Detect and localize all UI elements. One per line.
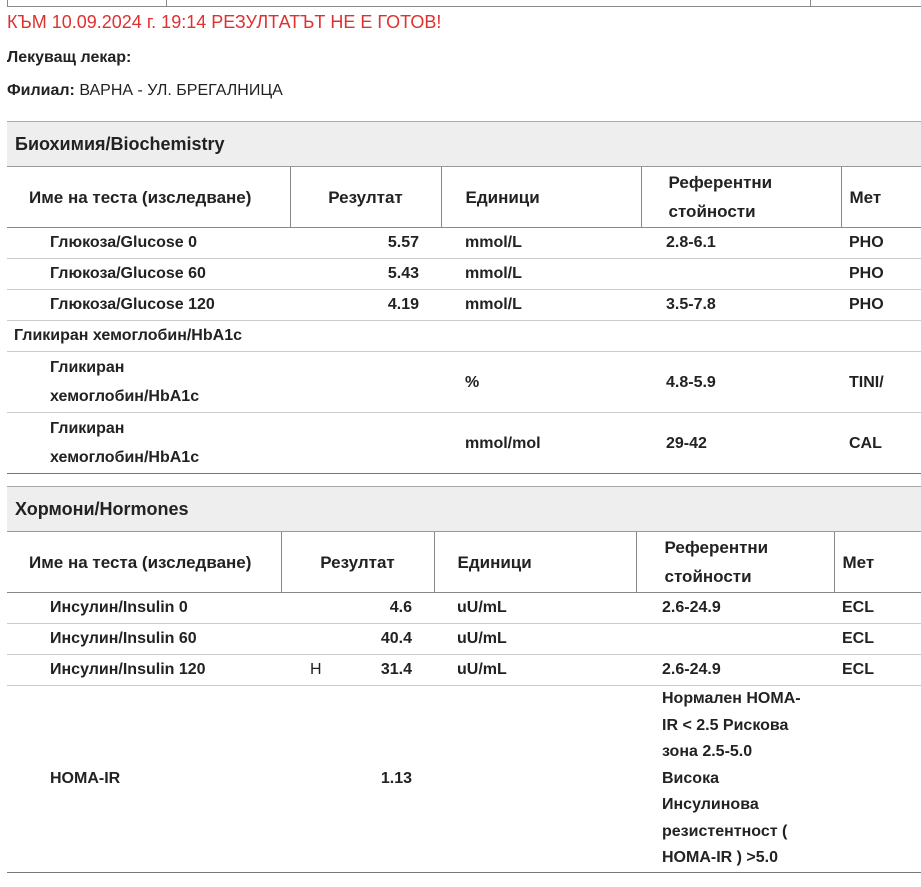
table-header-row <box>7 532 921 593</box>
test-reference: 29-42 <box>641 413 841 474</box>
test-method: PHO <box>841 228 921 259</box>
test-units: % <box>441 352 641 413</box>
table-row <box>7 655 921 686</box>
test-result <box>290 352 441 413</box>
test-reference: 2.6-24.9 <box>636 593 834 624</box>
attending-doctor-label: Лекуващ лекар: <box>7 49 132 66</box>
hormones-section <box>7 486 921 873</box>
test-method: PHO <box>841 290 921 321</box>
branch-label: Филиал: <box>7 82 75 99</box>
column-header-method: Мет <box>841 167 921 228</box>
section-title: Биохимия/Biochemistry <box>7 122 921 167</box>
biochemistry-table <box>7 167 921 474</box>
test-name: Глюкоза/Glucose 120 <box>7 290 290 321</box>
table-row <box>7 413 921 474</box>
column-header-result: Резултат <box>281 532 434 593</box>
table-header-row <box>7 167 921 228</box>
hormones-table <box>7 532 921 873</box>
test-method: ECL <box>834 593 921 624</box>
test-method: ECL <box>834 624 921 655</box>
table-row <box>7 593 921 624</box>
test-name: Глюкоза/Glucose 60 <box>7 259 290 290</box>
test-units <box>434 686 636 873</box>
test-units: uU/mL <box>434 624 636 655</box>
test-name: Гликиран хемоглобин/HbA1c <box>7 352 290 413</box>
column-header-reference: Референтни стойности <box>636 532 834 593</box>
test-group-title: Гликиран хемоглобин/HbA1c <box>7 321 921 352</box>
previous-table-cell <box>810 0 921 7</box>
test-reference <box>636 624 834 655</box>
test-name: Инсулин/Insulin 120 <box>7 655 281 686</box>
table-row <box>7 686 921 873</box>
previous-table-edge <box>0 0 921 8</box>
test-reference: 4.8-5.9 <box>641 352 841 413</box>
test-units: mmol/L <box>441 259 641 290</box>
test-result-value: 4.6 <box>389 599 412 616</box>
test-name: Гликиран хемоглобин/HbA1c <box>7 413 290 474</box>
test-name: Инсулин/Insulin 60 <box>7 624 281 655</box>
column-header-reference: Референтни стойности <box>641 167 841 228</box>
branch <box>7 82 283 100</box>
test-units: uU/mL <box>434 593 636 624</box>
branch-value: ВАРНА - УЛ. БРЕГАЛНИЦА <box>79 82 283 99</box>
column-header-name: Име на теста (изследване) <box>7 532 281 593</box>
column-header-result: Резултат <box>290 167 441 228</box>
test-name: HOMA-IR <box>7 686 281 873</box>
test-result <box>281 624 434 655</box>
column-header-units: Единици <box>434 532 636 593</box>
previous-table-cell <box>7 0 167 7</box>
test-flag: H <box>310 661 322 678</box>
column-header-method: Мет <box>834 532 921 593</box>
table-row <box>7 259 921 290</box>
test-method <box>834 686 921 873</box>
test-reference <box>641 259 841 290</box>
test-units: mmol/mol <box>441 413 641 474</box>
test-result: 5.57 <box>290 228 441 259</box>
column-header-name: Име на теста (изследване) <box>7 167 290 228</box>
test-result: 5.43 <box>290 259 441 290</box>
test-result-value: 31.4 <box>380 661 412 678</box>
test-units: mmol/L <box>441 228 641 259</box>
test-units: mmol/L <box>441 290 641 321</box>
test-name: Инсулин/Insulin 0 <box>7 593 281 624</box>
test-result: 1.13 <box>281 686 434 873</box>
test-reference: Нормален HOMA-IR < 2.5 Рискова зона 2.5-5.0 Висока Инсулинова резистентност ( HOMA-IR ) >5.0 <box>636 686 834 873</box>
biochemistry-section <box>7 121 921 474</box>
test-result-value: 40.4 <box>380 630 412 647</box>
test-result <box>281 655 434 686</box>
test-units: uU/mL <box>434 655 636 686</box>
test-result <box>281 593 434 624</box>
test-reference: 2.6-24.9 <box>636 655 834 686</box>
table-row <box>7 624 921 655</box>
test-reference: 2.8-6.1 <box>641 228 841 259</box>
test-method: PHO <box>841 259 921 290</box>
test-result: 4.19 <box>290 290 441 321</box>
table-row <box>7 228 921 259</box>
test-name: Глюкоза/Glucose 0 <box>7 228 290 259</box>
attending-doctor <box>7 49 131 67</box>
test-method: ECL <box>834 655 921 686</box>
test-group-row <box>7 321 921 352</box>
previous-table-cell <box>165 0 811 7</box>
section-title: Хормони/Hormones <box>7 487 921 532</box>
result-status-warning: КЪМ 10.09.2024 г. 19:14 РЕЗУЛТАТЪТ НЕ Е ГОТОВ! <box>7 12 442 32</box>
table-row <box>7 352 921 413</box>
test-method: CAL <box>841 413 921 474</box>
test-result <box>290 413 441 474</box>
test-reference: 3.5-7.8 <box>641 290 841 321</box>
column-header-units: Единици <box>441 167 641 228</box>
table-row <box>7 290 921 321</box>
test-method: TINI/ <box>841 352 921 413</box>
